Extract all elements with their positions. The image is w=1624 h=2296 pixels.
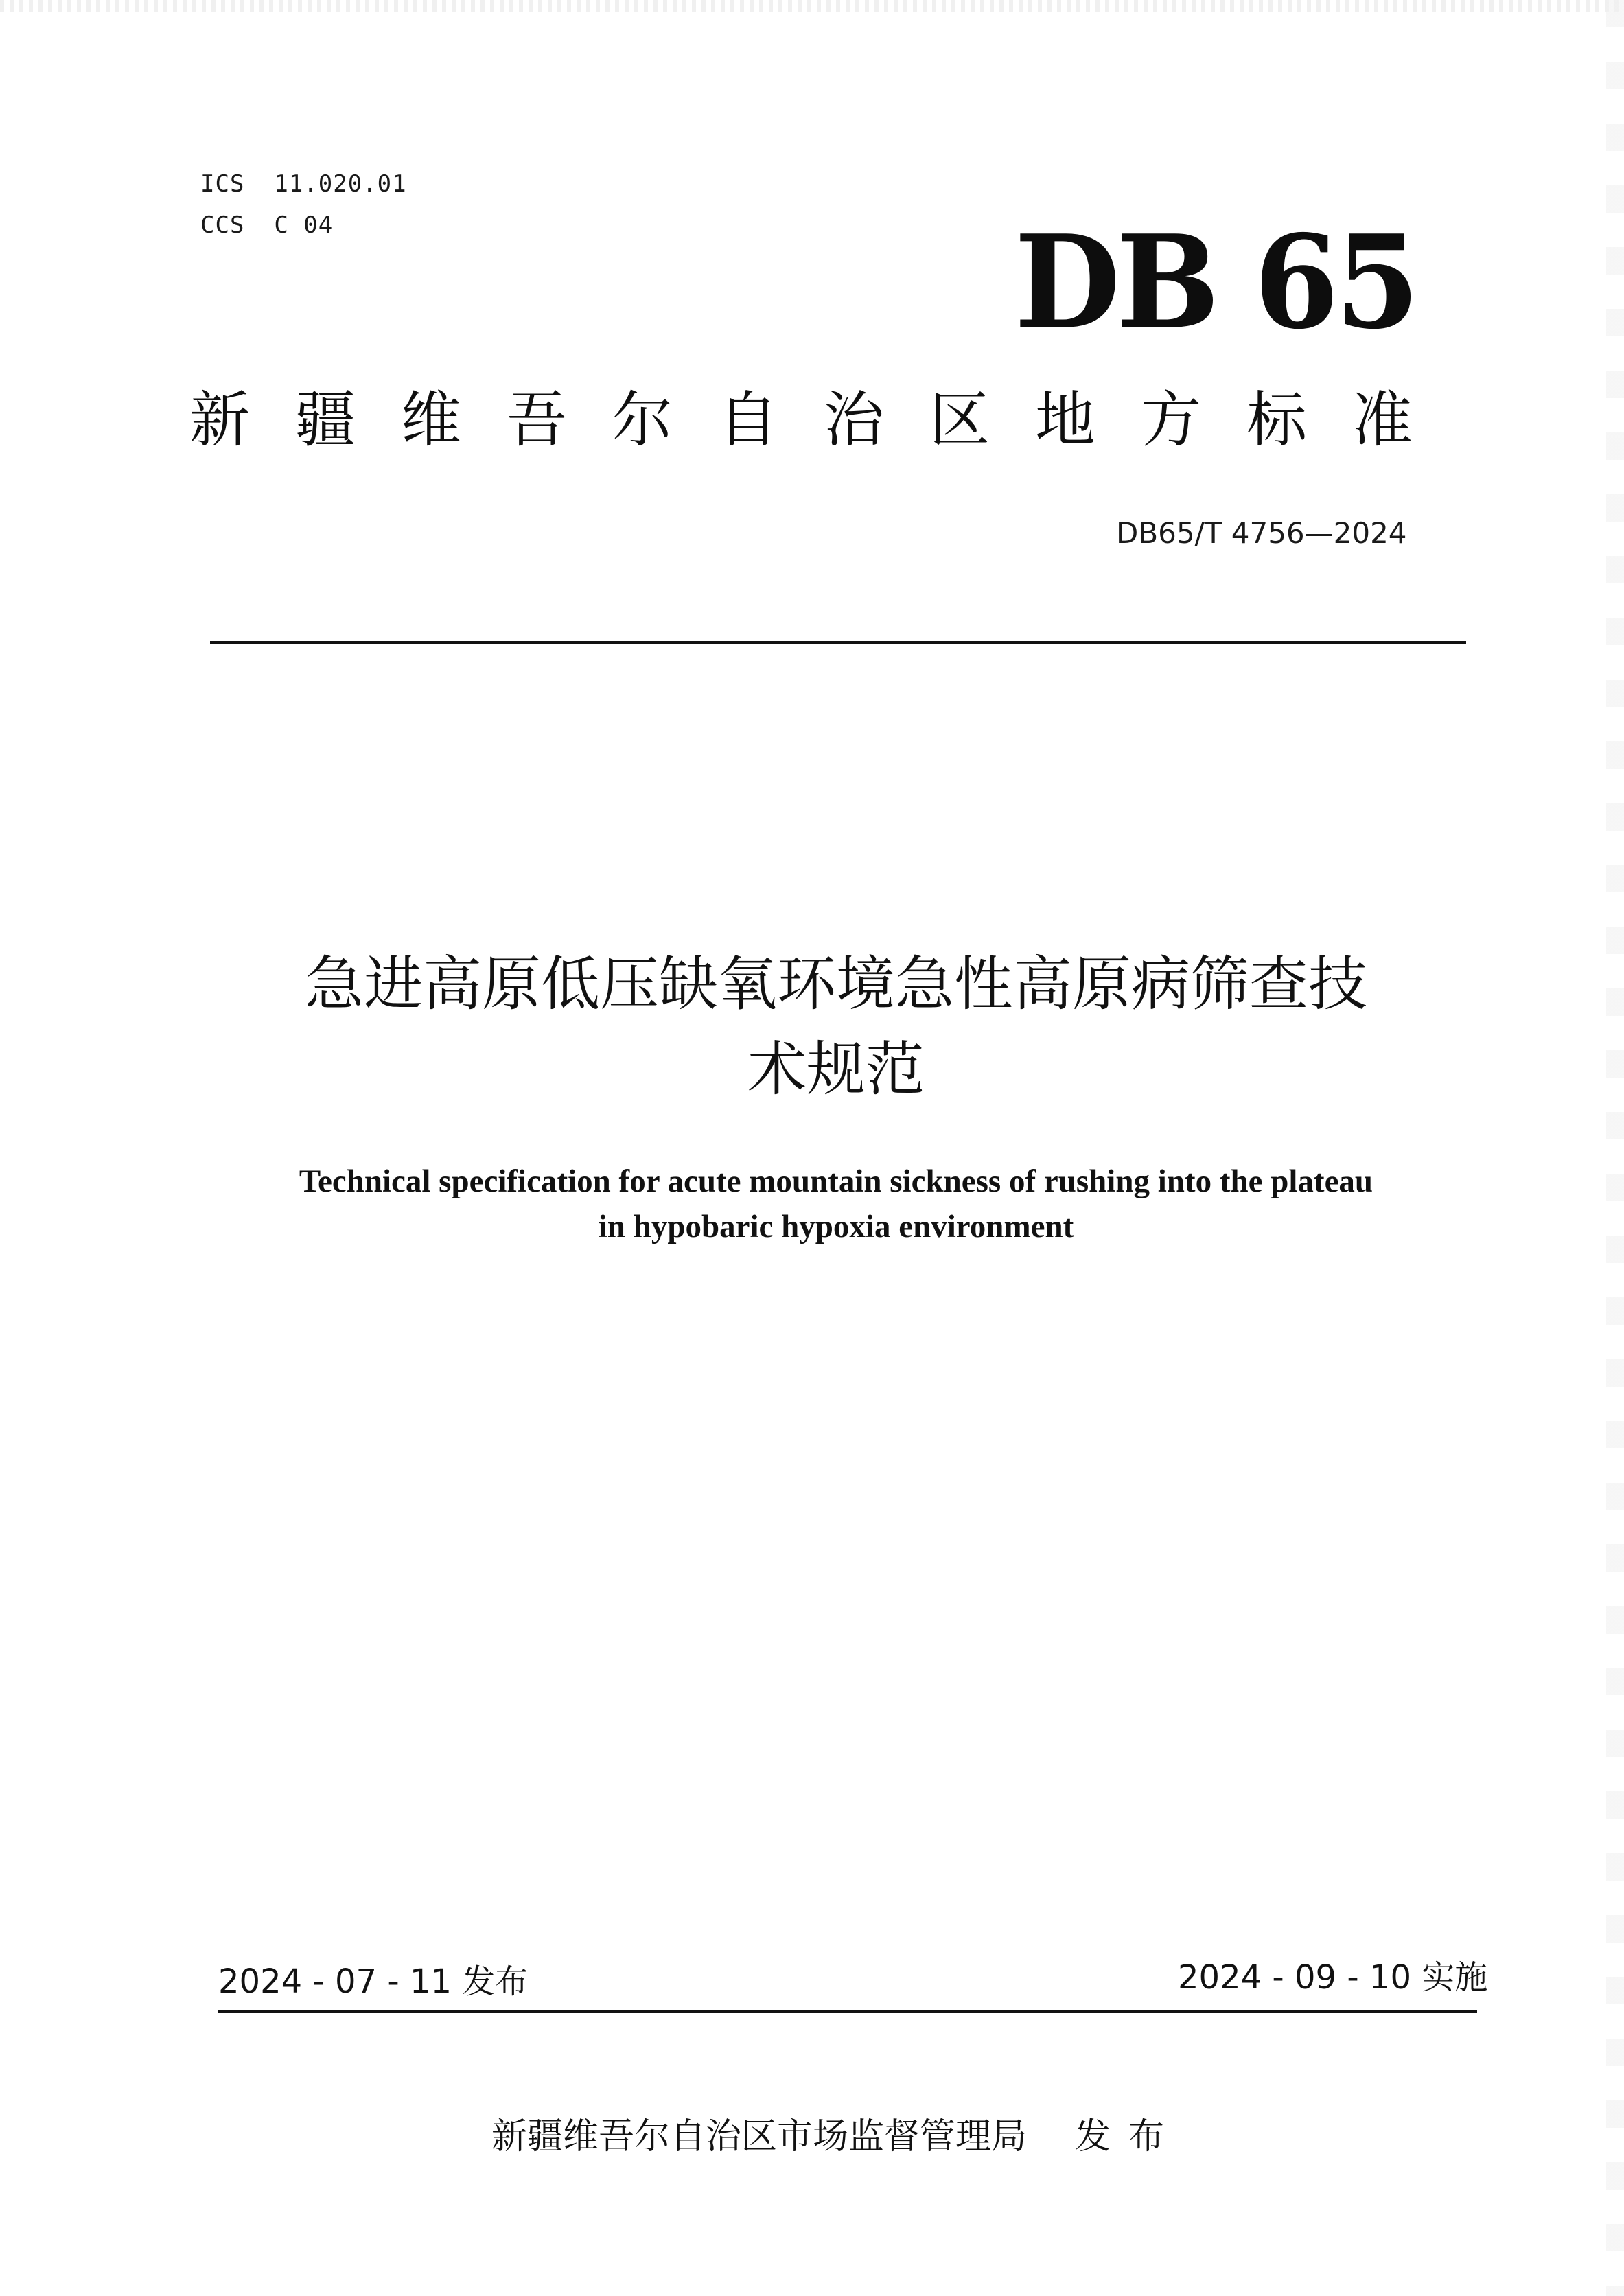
scan-artifact-top	[0, 0, 1624, 12]
title-english-line-2: in hypobaric hypoxia environment	[598, 1209, 1074, 1244]
standard-number: DB65/T 4756—2024	[1116, 516, 1407, 550]
issue-action-label: 发布	[1075, 2116, 1183, 2157]
title-chinese-line-1: 急进高原低压缺氧环境急性高原病筛查技	[305, 950, 1367, 1019]
title-english-line-1: Technical specification for acute mountain sickness of rushing into the plateau	[299, 1163, 1373, 1199]
implement-date: 2024 - 09 - 10 实施	[1178, 1958, 1488, 1997]
ics-code: ICS 11.020.01	[200, 170, 407, 198]
dates-divider	[218, 2010, 1477, 2013]
db65-logo: DB 65	[1014, 207, 1416, 358]
header-divider	[210, 641, 1466, 644]
issuing-authority: 新疆维吾尔自治区市场监督管理局	[491, 2116, 1028, 2157]
title-chinese	[206, 942, 1466, 1112]
publish-date: 2024 - 07 - 11 发布	[218, 1962, 529, 2001]
standard-type-heading: 新疆维吾尔自治区地方标准	[189, 384, 1459, 455]
title-chinese-line-2: 术规范	[747, 1035, 925, 1104]
ccs-code: CCS C 04	[200, 211, 334, 239]
scan-artifact-right	[1606, 0, 1624, 2296]
title-english	[206, 1159, 1466, 1249]
